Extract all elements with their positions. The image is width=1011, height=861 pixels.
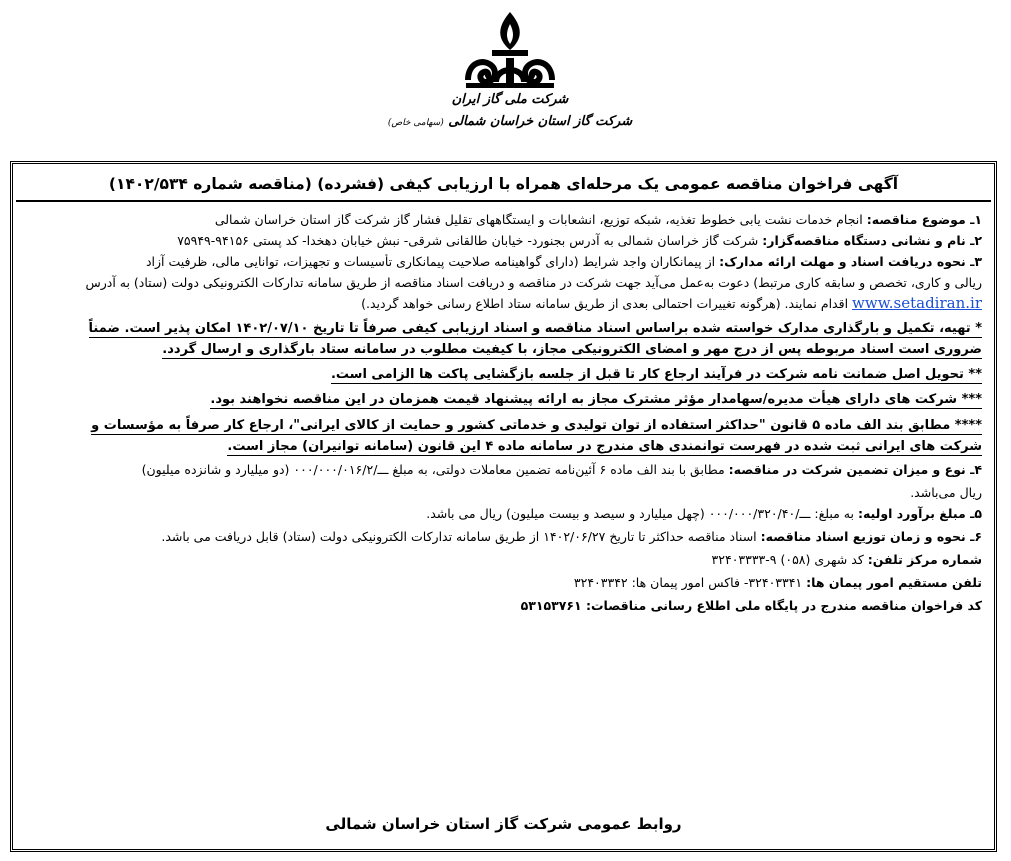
tender-code-text: ۵۳۱۵۳۷۶۱ xyxy=(520,597,586,613)
section-organizer-text: شرکت گاز خراسان شمالی به آدرس بجنورد- خیابان طالقانی شرقی- نبش خیابان دهخدا- کد پستی ۹۴۱۵۶-۷۵۹۴۹ xyxy=(177,233,763,248)
direct-phone-label: تلفن مستقیم امور پیمان ها: xyxy=(806,574,982,590)
section-estimate xyxy=(25,506,982,521)
notice-frame xyxy=(10,161,997,852)
public-relations-footer: روابط عمومی شرکت گاز استان خراسان شمالی xyxy=(325,815,682,833)
section-subject-label: ۱ـ موضوع مناقصه: xyxy=(866,212,982,227)
note-upload-line1: * تهیه، تکمیل و بارگذاری مدارک خواسته شده براساس اسناد مناقصه و اسناد ارزیابی کیفی صرفاً تا تاریخ ۱۴۰۲/۰۷/۱۰ امکان پذیر است. ضمناً xyxy=(88,321,982,336)
section-estimate-text: به مبلغ: ـــ/۰۰۰/۰۰۰/۳۲۰/۴۰ (چهل میلیارد و سیصد و بیست میلیون) ریال می باشد. xyxy=(426,505,858,521)
note-guarantee xyxy=(25,364,982,385)
notice-title: آگهی فراخوان مناقصه عمومی یک مرحله‌ای همراه با ارزیابی کیفی (فشرده) (مناقصه شماره ۱۴۰۲/۵۳۴) xyxy=(16,167,991,202)
section-documents-text1: از پیمانکاران واجد شرایط (دارای گواهینامه صلاحیت پیمانکاری تأسیسات و تجهیزات، توانایی مالی، ظرفیت آزاد xyxy=(145,254,720,269)
section-guarantee-label: ۴ـ نوع و میزان تضمین شرکت در مناقصه: xyxy=(728,461,982,477)
note-shareholders-text: *** شرکت های دارای هیأت مدیره/سهامدار مؤثر مشترک مجاز به ارائه پیشنهاد قیمت همزمان در این مناقصه نخواهند بود. xyxy=(210,392,982,408)
section-distribution xyxy=(25,529,982,544)
tender-code-label: کد فراخوان مناقصه مندرج در پایگاه ملی اطلاع رسانی مناقصات: xyxy=(585,597,982,613)
section-guarantee-text: مطابق با بند الف ماده ۶ آئین‌نامه تضمین معاملات دولتی، به مبلغ ـــ/۰۰۰/۰۰۰/۰۱۶/۲ (دو میلیارد و شانزده میلیون) xyxy=(141,461,729,477)
note-iranian-firms-line2: شرکت های ایرانی ثبت شده در فهرست توانمندی های مندرج در سامانه ماده ۴ این قانون (سامانه توانیران) مجاز است. xyxy=(227,438,982,454)
tender-code xyxy=(25,598,982,613)
section-subject-text: انجام خدمات نشت یابی خطوط تغذیه، شبکه توزیع، انشعابات و ایستگاههای تقلیل فشار گاز شرکت گاز استان خراسان شمالی xyxy=(214,212,867,227)
section-organizer xyxy=(25,233,982,248)
section-guarantee-line1 xyxy=(25,462,982,477)
note-upload xyxy=(25,318,982,360)
section-guarantee xyxy=(25,462,982,500)
section-organizer-label: ۲ـ نام و نشانی دستگاه مناقصه‌گزار: xyxy=(762,233,982,248)
company-name: شرکت ملی گاز ایران xyxy=(451,92,569,107)
phone-center xyxy=(25,552,982,567)
section-distribution-label: ۶ـ نحوه و زمان توزیع اسناد مناقصه: xyxy=(760,528,982,544)
section-documents-text3: اقدام نمایند. (هرگونه تغییرات احتمالی بعدی از طریق سامانه ستاد اطلاع رسانی خواهد گردید.) xyxy=(361,296,853,311)
note-iranian-firms xyxy=(25,415,982,457)
phone-center-text: کد شهری (۰۵۸) ۹-۳۲۴۰۳۳۳۳ xyxy=(711,551,868,567)
phone-center-label: شماره مرکز تلفن: xyxy=(867,551,982,567)
note-shareholders xyxy=(25,389,982,410)
notice-body xyxy=(25,212,982,619)
section-documents-line3 xyxy=(25,294,982,312)
section-documents-line1 xyxy=(25,254,982,269)
subsidiary-label: شرکت گاز استان خراسان شمالی xyxy=(448,114,633,129)
flame-logo-icon xyxy=(462,10,558,90)
direct-phone-text: ۳۲۴۰۳۳۴۱- فاکس امور پیمان ها: ۳۲۴۰۳۳۴۲ xyxy=(573,574,807,590)
section-documents-label: ۳ـ نحوه دریافت اسناد و مهلت ارائه مدارک: xyxy=(719,254,982,269)
subsidiary-name xyxy=(380,114,640,129)
section-guarantee-line2: ریال می‌باشد. xyxy=(910,484,982,500)
section-estimate-label: ۵ـ مبلغ برآورد اولیه: xyxy=(857,505,982,521)
section-distribution-text: اسناد مناقصه حداکثر تا تاریخ ۱۴۰۲/۰۶/۲۷ از طریق سامانه تدارکات الکترونیکی دولت (ستاد) قابل دریافت می باشد. xyxy=(161,528,761,544)
setadiran-link[interactable]: www.setadiran.ir xyxy=(852,294,982,312)
company-logo xyxy=(380,10,640,140)
section-subject xyxy=(25,212,982,227)
note-upload-line2: ضروری است اسناد مربوطه پس از درج مهر و امضای الکترونیکی مجاز، با کیفیت مطلوب در سامانه ستاد بارگذاری و ارسال گردد. xyxy=(162,342,982,358)
section-documents-line2: ریالی و کاری، تخصص و سابقه کاری مرتبط) دعوت به‌عمل می‌آید جهت شرکت در مناقصه و دریافت اسناد مناقصه از طریق سامانه تدارکات الکترونیکی دولت (ستاد) به آدرس xyxy=(85,275,982,290)
subsidiary-note: (سهامی خاص) xyxy=(387,118,444,128)
note-guarantee-text: ** تحویل اصل ضمانت نامه شرکت در فرآیند ارجاع کار تا قبل از جلسه بازگشایی پاکت ها الزامی است. xyxy=(330,367,982,383)
note-iranian-firms-line1: **** مطابق بند الف ماده ۵ قانون "حداکثر استفاده از توان تولیدی و خدماتی کشور و حمایت از کالای ایرانی"، ارجاع کار صرفاً به مؤسسات و xyxy=(91,417,982,433)
direct-phone xyxy=(25,575,982,590)
section-documents xyxy=(25,254,982,312)
